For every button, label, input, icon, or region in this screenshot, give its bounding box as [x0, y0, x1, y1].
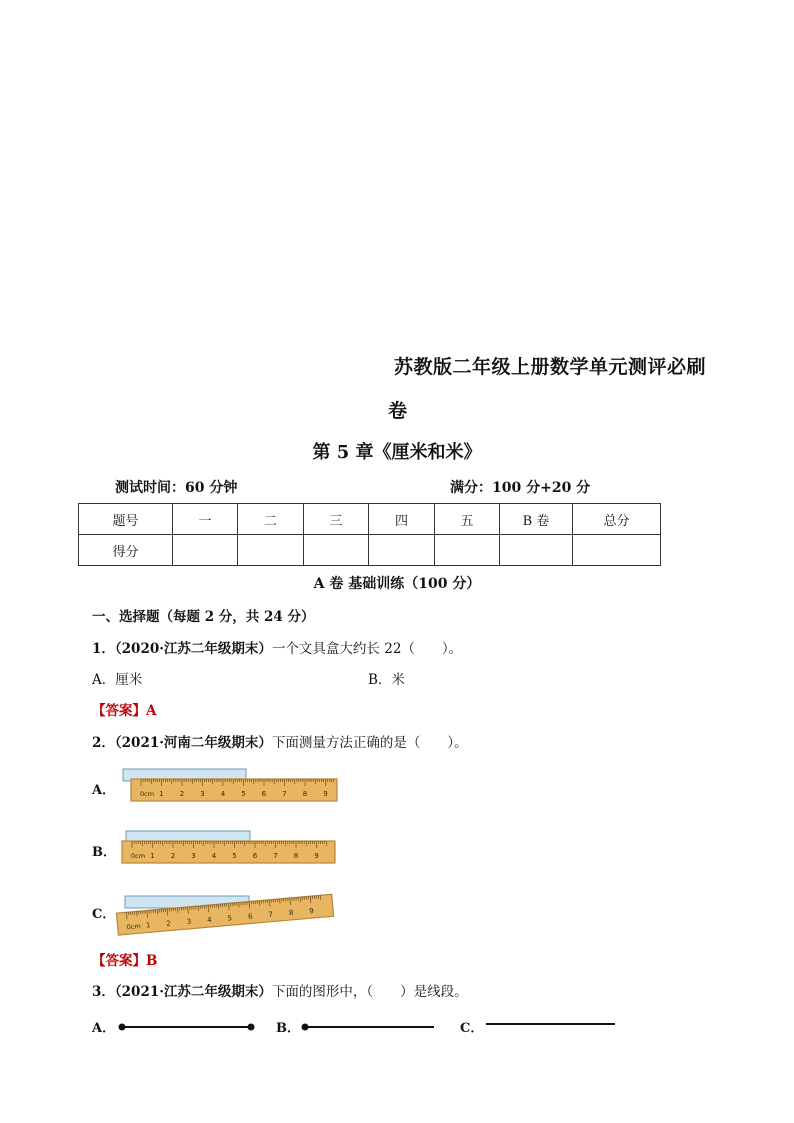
q3-option-a-segment — [115, 1019, 255, 1035]
ruler-tick-label: 5 — [241, 790, 246, 798]
endpoint-dot — [302, 1024, 309, 1031]
chapter-title: 第 5 章《厘米和米》 — [312, 442, 482, 463]
ruler-tick-label: 5 — [227, 914, 233, 923]
q2-source: （2021·河南二年级期末） — [114, 735, 272, 751]
ruler-tick-label: 3 — [186, 917, 192, 927]
ruler-tick-label: 1 — [150, 852, 155, 860]
ruler-unit-label: 0cm — [126, 922, 142, 932]
ruler-tick-label: 6 — [261, 790, 267, 798]
header-cell: 二 — [238, 504, 304, 535]
ruler-tick-label: 4 — [211, 852, 217, 860]
doc-title-line1: 苏教版二年级上册数学单元测评必刷 — [394, 356, 707, 378]
ruler-tick-label: 4 — [206, 915, 213, 925]
q3-option-c-label: C． — [460, 1021, 484, 1036]
score-table-header-row — [79, 504, 661, 535]
header-cell: 总分 — [573, 504, 661, 535]
q2-option-a-figure — [115, 765, 350, 807]
header-cell: 题号 — [79, 504, 173, 535]
ruler-tick-label: 8 — [293, 852, 299, 860]
score-cell — [304, 535, 369, 566]
q3-option-a-label: A． — [92, 1021, 116, 1036]
q2-option-a-label: A． — [92, 783, 116, 798]
header-cell: 五 — [435, 504, 500, 535]
ruler-tick-label: 3 — [200, 790, 205, 798]
q3-option-b-label: B． — [276, 1021, 300, 1036]
ruler-tick-label: 7 — [268, 910, 274, 919]
ruler-tick-label: 8 — [288, 908, 294, 918]
ruler-unit-label: 0cm — [140, 790, 155, 798]
doc-title-line2: 卷 — [388, 400, 408, 422]
endpoint-dot — [119, 1024, 126, 1031]
q1-source: （2020·江苏二年级期末） — [114, 641, 272, 657]
question-1 — [92, 637, 462, 657]
q3-number: 3． — [92, 984, 115, 1000]
score-cell — [369, 535, 435, 566]
q2-text: 下面测量方法正确的是（ ）。 — [271, 735, 468, 751]
score-cell — [573, 535, 661, 566]
q1-option-b: B．米 — [368, 672, 405, 688]
ruler-tick-label: 1 — [159, 790, 164, 798]
ruler-unit-label: 0cm — [131, 852, 146, 860]
ruler-tick-label: 2 — [170, 852, 176, 860]
score-table-score-row — [79, 535, 661, 566]
ruler-tick-label: 6 — [247, 912, 253, 921]
ruler — [122, 841, 335, 863]
q1-answer — [92, 699, 156, 719]
q2-option-b-label: B． — [92, 845, 116, 860]
header-cell: 四 — [369, 504, 435, 535]
score-table — [78, 503, 661, 566]
endpoint-dot — [248, 1024, 255, 1031]
full-score: 满分：100 分+20 分 — [450, 480, 591, 496]
row-label: 得分 — [79, 535, 173, 566]
q3-option-b-ray — [298, 1019, 438, 1035]
ruler-tick-label: 9 — [308, 906, 315, 916]
score-cell — [500, 535, 573, 566]
score-cell — [173, 535, 238, 566]
q2-option-c-figure — [115, 886, 350, 938]
q2-option-b-figure — [115, 828, 350, 870]
header-cell: 一 — [173, 504, 238, 535]
q1-text: 一个文具盒大约长 22（ ）。 — [271, 641, 463, 657]
ruler-tick-label: 2 — [166, 919, 172, 928]
ruler-tick-label: 1 — [145, 921, 151, 930]
header-cell: B 卷 — [500, 504, 573, 535]
ruler-tick-label: 3 — [191, 852, 196, 860]
ruler-tick-label: 5 — [232, 852, 237, 860]
ruler-tick-label: 7 — [273, 852, 278, 860]
q3-text: 下面的图形中，（ ）是线段。 — [271, 984, 468, 1000]
ruler-tick-label: 9 — [314, 852, 319, 860]
q1-option-a: A．厘米 — [92, 672, 143, 688]
q2-answer-tag: 【答案】 — [92, 953, 146, 969]
q3-option-c-line — [484, 1016, 618, 1032]
ruler — [131, 779, 337, 801]
question-2 — [92, 731, 468, 751]
ruler-tick-label: 7 — [282, 790, 287, 798]
ruler-tick-label: 9 — [323, 790, 328, 798]
q1-number: 1． — [92, 641, 115, 657]
q1-answer-value: A — [146, 703, 157, 719]
ruler-tick-label: 4 — [220, 790, 226, 798]
q2-answer-value: B — [146, 953, 158, 969]
question-3 — [92, 980, 468, 1000]
ruler-tick-label: 8 — [302, 790, 308, 798]
q1-answer-tag: 【答案】 — [92, 703, 146, 719]
ruler-tick-label: 2 — [179, 790, 185, 798]
part1-heading: 一、选择题（每题 2 分，共 24 分） — [92, 609, 315, 625]
ruler-tick-label: 6 — [252, 852, 258, 860]
score-cell — [435, 535, 500, 566]
q2-answer — [92, 949, 157, 969]
test-time: 测试时间：60 分钟 — [115, 480, 238, 496]
q2-number: 2． — [92, 735, 115, 751]
header-cell: 三 — [304, 504, 369, 535]
score-cell — [238, 535, 304, 566]
q3-source: （2021·江苏二年级期末） — [114, 984, 272, 1000]
section-a-title: A 卷 基础训练（100 分） — [313, 576, 481, 592]
q2-option-c-label: C． — [92, 907, 116, 922]
